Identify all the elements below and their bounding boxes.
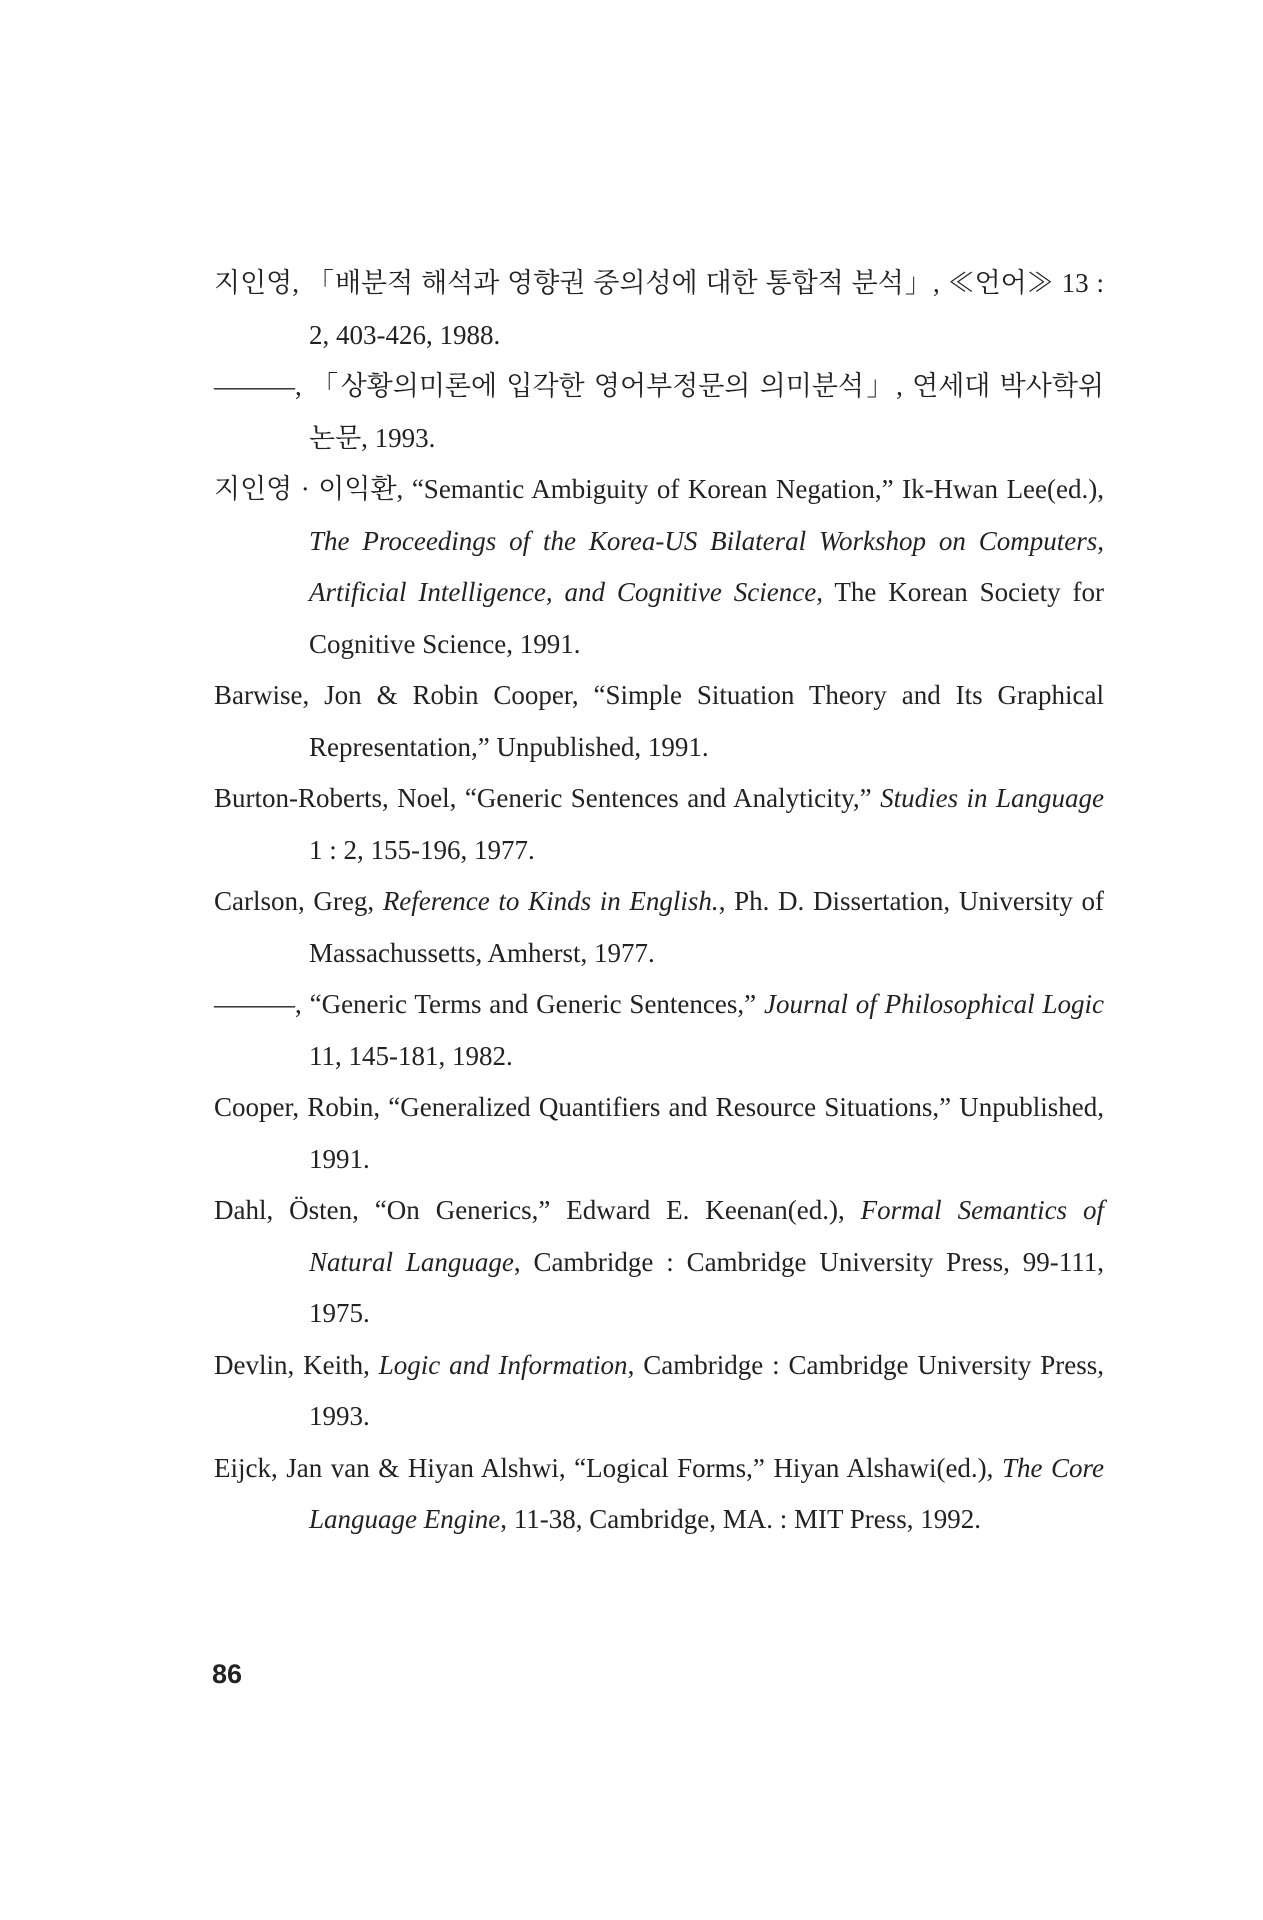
reference-entry <box>214 1340 1104 1443</box>
reference-title: Journal of Philosophical Logic <box>763 989 1104 1019</box>
reference-text: ———, 「상황의미론에 입각한 영어부정문의 의미분석」, 연세대 박사학위논문, 1993. <box>214 371 1104 453</box>
reference-entry <box>214 361 1104 464</box>
reference-text: , The Korean Society for Cognitive Science, 1991. <box>309 577 1105 659</box>
reference-title: Formal Semantics of Natural Language <box>309 1195 1104 1277</box>
reference-entry <box>214 1185 1104 1340</box>
reference-text: 11, 145-181, 1982. <box>309 1040 513 1071</box>
reference-entry <box>214 1082 1104 1185</box>
reference-entry <box>214 670 1104 773</box>
reference-text: Eijck, Jan van & Hiyan Alshwi, “Logical Forms,” Hiyan Alshawi(ed.), <box>214 1452 1002 1483</box>
reference-entry <box>214 979 1104 1082</box>
reference-title: Reference to Kinds in English. <box>382 886 719 916</box>
reference-title: The Proceedings of the Korea-US Bilateral Workshop on Computers, Artificial Intelligence, and Cognitive Science <box>309 525 1104 607</box>
reference-text: ———, “Generic Terms and Generic Sentences,” <box>214 989 764 1019</box>
reference-text: , Ph. D. Dissertation, University of Massachussetts, Amherst, 1977. <box>309 886 1104 968</box>
reference-text: Cooper, Robin, “Generalized Quantifiers and Resource Situations,” Unpublished, 1991. <box>214 1092 1104 1174</box>
page-number: 86 <box>212 1659 243 1689</box>
reference-text: Dahl, Östen, “On Generics,” Edward E. Keenan(ed.), <box>214 1195 861 1225</box>
reference-text: Carlson, Greg, <box>214 886 383 916</box>
reference-text: 지인영, 「배분적 해석과 영향권 중의성에 대한 통합적 분석」, ≪언어≫ 13 : 2, 403-426, 1988. <box>214 268 1104 350</box>
reference-entry <box>214 464 1104 670</box>
reference-title: Studies in Language <box>880 783 1104 813</box>
reference-entry <box>214 876 1104 979</box>
reference-text: Barwise, Jon & Robin Cooper, “Simple Situation Theory and Its Graphical Representation,” Unpublished, 1991. <box>214 680 1104 762</box>
reference-text: 지인영 · 이익환, “Semantic Ambiguity of Korean Negation,” Ik-Hwan Lee(ed.), <box>214 474 1104 504</box>
reference-entry <box>214 1443 1104 1546</box>
reference-text: 1 : 2, 155-196, 1977. <box>309 834 535 865</box>
reference-entry <box>214 773 1104 876</box>
reference-title: Logic and Information <box>378 1349 628 1380</box>
reference-list <box>214 258 1104 1546</box>
reference-text: , Cambridge : Cambridge University Press, 1993. <box>309 1349 1104 1431</box>
reference-text: Devlin, Keith, <box>214 1349 379 1380</box>
reference-entry <box>214 258 1104 361</box>
reference-text: Burton-Roberts, Noel, “Generic Sentences and Analyticity,” <box>214 783 881 813</box>
reference-text: , Cambridge : Cambridge University Press, 99-111, 1975. <box>309 1246 1104 1328</box>
reference-text: , 11-38, Cambridge, MA. : MIT Press, 1992. <box>500 1504 981 1534</box>
reference-title: The Core Language Engine <box>309 1452 1105 1534</box>
